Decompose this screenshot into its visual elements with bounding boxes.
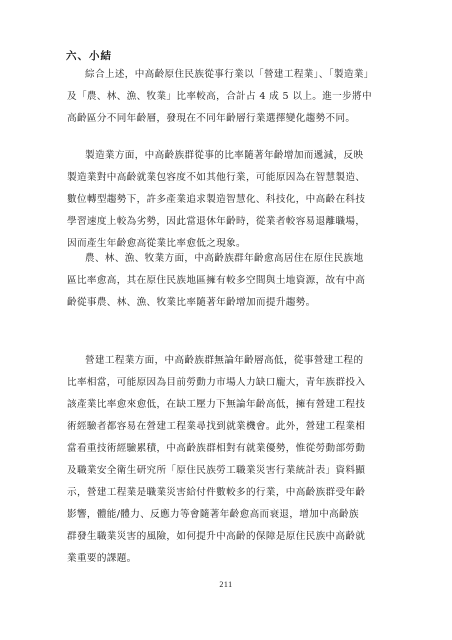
page-number: 211 [219, 580, 233, 589]
text-line: 齡從事農、林、漁、牧業比率隨著年齡增加而提升趨勢。 [67, 297, 316, 308]
text-line: 區比率愈高，其在原住民族地區擁有較多空間與土地資源，故有中高 [67, 275, 366, 286]
paragraph-construction [67, 350, 389, 570]
text-line: 及職業安全衛生研究所「原住民族勞工職業災害行業統計表」資料顯 [67, 465, 366, 476]
paragraph-manufacturing [67, 145, 389, 255]
text-line: 及「農、林、漁、牧業」比率較高，合計占 4 成 5 以上。進一步將中 [67, 91, 372, 102]
section-heading: 六、小結 [66, 50, 112, 62]
text-line: 農、林、漁、牧業方面，中高齡族群年齡愈高居住在原住民族地 [85, 253, 364, 264]
paragraph-agriculture [67, 248, 389, 314]
text-line: 製造業方面，中高齡族群從事的比率隨著年齡增加而遞減，反映 [85, 150, 364, 161]
text-line: 數位轉型趨勢下，許多產業追求製造智慧化、科技化，中高齡在科技 [67, 194, 366, 205]
text-line: 業重要的課題。 [67, 553, 137, 564]
text-line: 比率相當，可能原因為目前勞動力市場人力缺口龐大，青年族群投入 [67, 377, 366, 388]
text-line: 術經驗者都容易在營建工程業尋找到就業機會。此外，營建工程業相 [67, 421, 366, 432]
text-line: 製造業對中高齡就業包容度不如其他行業，可能原因為在智慧製造、 [67, 172, 366, 183]
text-line: 該產業比率愈來愈低，在缺工壓力下無論年齡高低，擁有營建工程技 [67, 399, 366, 410]
text-line: 學習速度上較為劣勢，因此當退休年齡時，從業者較容易退離職場， [67, 216, 366, 227]
text-line: 綜合上述，中高齡原住民族從事行業以「營建工程業」、「製造業」 [85, 69, 374, 80]
text-line: 群發生職業災害的風險，如何提升中高齡的保障是原住民族中高齡就 [67, 531, 366, 542]
text-line: 營建工程業方面，中高齡族群無論年齡層高低，從事營建工程的 [85, 355, 364, 366]
text-line: 高齡區分不同年齡層，發現在不同年齡層行業選擇變化趨勢不同。 [67, 113, 356, 124]
text-line: 影響，體能/體力、反應力等會隨著年齡愈高而衰退，增加中高齡族 [67, 509, 359, 520]
paragraph-summary [67, 64, 389, 130]
text-line: 因而產生年齡愈高從業比率愈低之現象。 [67, 238, 246, 249]
text-line: 示，營建工程業是職業災害給付件數較多的行業，中高齡族群受年齡 [67, 487, 366, 498]
text-line: 當看重技術經驗累積，中高齡族群相對有就業優勢，惟從勞動部勞動 [67, 443, 366, 454]
